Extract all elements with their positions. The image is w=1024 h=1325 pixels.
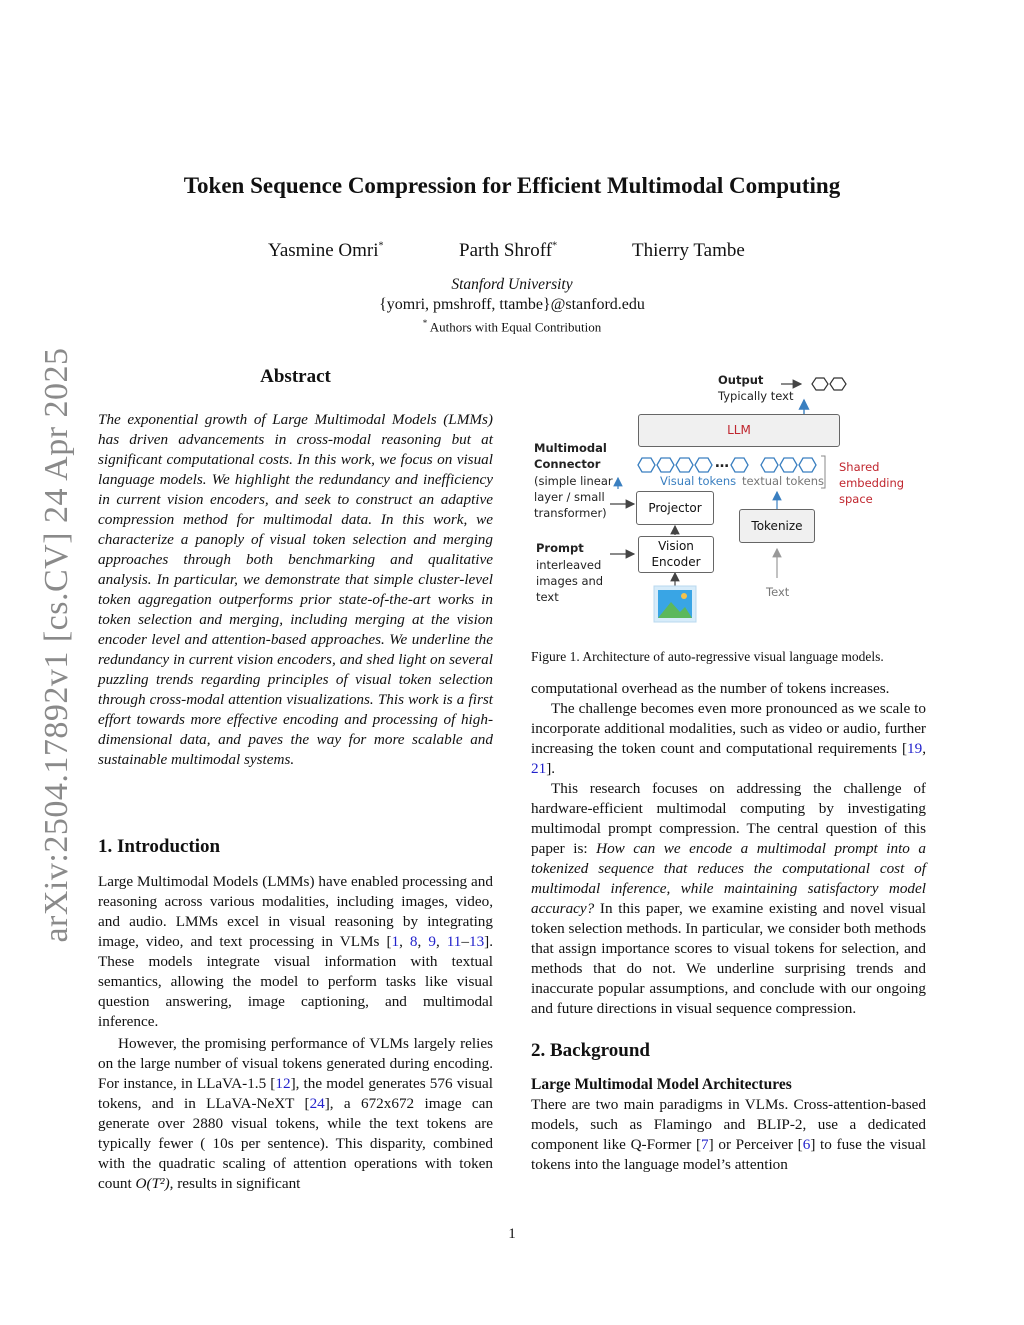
author-1: Yasmine Omri* [268, 240, 384, 261]
citation-link[interactable]: 19 [907, 740, 923, 757]
affiliation: Stanford University [451, 276, 573, 293]
citation-link[interactable]: 6 [802, 1136, 811, 1153]
token-ellipsis: … [715, 455, 729, 471]
citation-link[interactable]: 21 [531, 760, 547, 777]
right-column-body: computational overhead as the number of tokens increases. The challenge becomes even more pronounced as we scale to incorporate additional modalities, such as video or audio, further increasing the token count and computational requirements [19, 21]. This research focuses on addressing the challenge of hardware-efficient multimodal computing by investigating multimodal prompt compression. The central question of this paper is: How can we encode a multimodal prompt into a tokenized sequence that reduces the computational cost of multimodal inference, while maintaining satisfactory model accuracy? In this paper, we examine existing and novel visual token selection methods. In particular, we consider both methods that assign importance scores to visual tokens for selection, and methods that do not. We underline surprising trends and inaccurate popular assumptions, and conclude with our ongoing and future directions in visual sequence compression. 2. Background Large Multimodal Model Architectures There are two main paradigms in VLMs. Cross-attention-based models, such as Flamingo and BLIP-2, use a dedicated component like Q-Former [7] or Perceiver [6] to fuse the visual tokens into the language model’s attention [531, 680, 927, 1173]
right-paragraph-1: The challenge becomes even more pronounced as we scale to incorporate additional modalities, such as video or audio, further increasing the token count and computational requirements [19, 21]. [531, 700, 926, 777]
intro-heading: 1. Introduction [98, 836, 221, 857]
abstract-text: The exponential growth of Large Multimodal Models (LMMs) has driven advancements in cross-modal reasoning but at significant computational costs. In this work, we focus on visual language models. We highlight the redundancy and inefficiency in current vision encoders, and seek to construct an adaptive compression method for multimodal data. In this work, we characterize a panoply of visual token selection and merging approaches through both benchmarking and qualitative analysis. In particular, we demonstrate that simple cluster-level token aggregation outperforms prior state-of-the-art works in token selection and merging, including merging at the vision encoder level and attention-based approaches. We underline the redundancy in current vision encoders, and shed light on several puzzling trends regarding principles of visual token selection through cross-modal attention visualizations. This work is a first effort towards more effective encoding and processing of high-dimensional data, and paves the way for more scalable and sustainable multimodal systems. [98, 411, 493, 768]
citation-link[interactable]: 8 [409, 933, 418, 950]
author-emails: {yomri, pmshroff, ttambe}@stanford.edu [379, 296, 645, 313]
textual-tokens-label: textual tokens [742, 474, 825, 488]
output-sublabel: Typically text [718, 389, 794, 403]
shared-embedding-label: Shared embedding space [839, 460, 905, 506]
right-paragraph-3: There are two main paradigms in VLMs. Cross-attention-based models, such as Flamingo and BLIP-2, use a dedicated component like Q-Former [7] or Perceiver [6] to fuse the visual tokens into the language model’s attention [531, 1096, 926, 1173]
background-subheading: Large Multimodal Model Architectures [531, 1076, 792, 1093]
math-complexity: O(T²) [135, 1175, 170, 1192]
llm-box: LLM [638, 414, 840, 447]
background-heading: 2. Background [531, 1040, 650, 1061]
author-3: Thierry Tambe [632, 240, 745, 261]
author-2: Parth Shroff* [459, 240, 558, 261]
prompt-description: interleaved images and text [536, 558, 604, 604]
image-icon [654, 586, 696, 622]
connector-title: Multimodal Connector [534, 441, 607, 471]
connector-description: (simple linear layer / small transformer) [534, 474, 613, 520]
citation-link[interactable]: 13 [468, 933, 485, 950]
intro-body [98, 872, 493, 1194]
page-number: 1 [508, 1226, 516, 1242]
paper-title: Token Sequence Compression for Efficient Multimodal Computing [183, 173, 841, 198]
output-label: Output [718, 373, 764, 387]
text-input-label: Text [766, 585, 790, 599]
right-paragraph-2: This research focuses on addressing the challenge of hardware-efficient multimodal computing by investigating multimodal prompt compression. The central question of this paper is: How can we encode a multimodal prompt into a tokenized sequence that reduces the computational cost of multimodal inference, while maintaining satisfactory model accuracy? In this paper, we examine existing and novel visual token selection methods. In particular, we consider both methods that assign importance scores to visual tokens for selection, and methods that do not. We underline surprising trends and inaccurate popular assumptions, and conclude with our ongoing and future directions in visual sequence compression. [531, 780, 927, 1017]
prompt-title: Prompt [536, 541, 584, 555]
citation-link[interactable]: 7 [701, 1136, 709, 1153]
figure-architecture [528, 368, 928, 628]
abstract-heading: Abstract [260, 366, 331, 387]
citation-link[interactable]: 24 [309, 1095, 325, 1112]
intro-paragraph-1: Large Multimodal Models (LMMs) have enabled processing and reasoning across various modalities, including images, video, and audio. LMMs excel in visual reasoning by integrating image, video, and text processing in VLMs [1, 8, 9, 11–13]. These models integrate visual information with textual semantics, allowing the model to perform tasks like visual question answering, image captioning, and multimodal inference. [98, 873, 494, 1030]
tokenize-box: Tokenize [739, 509, 815, 543]
citation-link[interactable]: 1 [391, 933, 400, 950]
arxiv-identifier: arXiv:2504.17892v1 [cs.CV] 24 Apr 2025 [38, 347, 75, 943]
equal-contribution-note: * Authors with Equal Contribution [422, 318, 602, 335]
figure-caption: Figure 1. Architecture of auto-regressive visual language models. [531, 649, 884, 664]
citation-link[interactable]: 12 [275, 1075, 291, 1092]
citation-link[interactable]: 9 [428, 933, 436, 950]
citation-link[interactable]: 11 [446, 933, 462, 950]
vision-encoder-box: Vision Encoder [638, 536, 714, 573]
projector-box: Projector [636, 491, 714, 525]
visual-tokens-label: Visual tokens [660, 474, 737, 488]
intro-paragraph-2: However, the promising performance of VLMs largely relies on the large number of visual tokens generated during encoding. For instance, in LLaVA-1.5 [12], the model generates 576 visual tokens, and in LLaVA-NeXT [24], a 672x672 image can generate over 2880 visual tokens, while the text tokens are typically fewer ( 10s per sentence). This disparity, combined with the quadratic scaling of attention operations with token count O(T²), results in significant [98, 1035, 493, 1192]
